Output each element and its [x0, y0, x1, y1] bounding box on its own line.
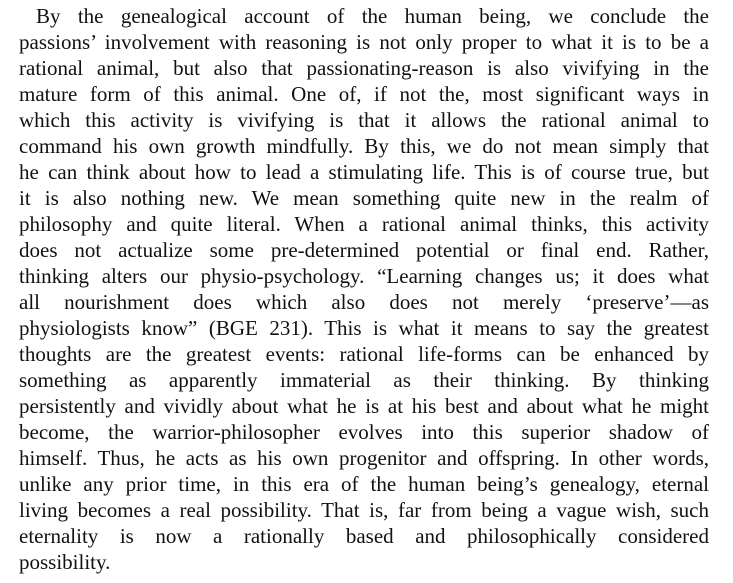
text-line: become, the warrior-philosopher evolves into this superior shadow of [19, 420, 709, 444]
body-paragraph [19, 3, 709, 575]
text-line: command his own growth mindfully. By this, we do not mean simply that [19, 134, 709, 158]
text-line: rational animal, but also that passionating-reason is also vivifying in the [19, 56, 709, 80]
text-line: thoughts are the greatest events: rational life-forms can be enhanced by [19, 342, 709, 366]
text-line: By the genealogical account of the human being, we conclude the [36, 4, 709, 28]
text-line: thinking alters our physio-psychology. “Learning changes us; it does what [19, 264, 709, 288]
text-line: mature form of this animal. One of, if not the, most significant ways in [19, 82, 709, 106]
text-line: himself. Thus, he acts as his own progenitor and offspring. In other words, [19, 446, 709, 470]
text-line: all nourishment does which also does not merely ‘preserve’—as [19, 290, 709, 314]
text-line: it is also nothing new. We mean something quite new in the realm of [19, 186, 709, 210]
text-line: living becomes a real possibility. That is, far from being a vague wish, such [19, 498, 709, 522]
text-line: eternality is now a rationally based and philosophically considered [19, 524, 709, 548]
text-line: something as apparently immaterial as their thinking. By thinking [19, 368, 709, 392]
text-line: passions’ involvement with reasoning is not only proper to what it is to be a [19, 30, 709, 54]
text-line: he can think about how to lead a stimulating life. This is of course true, but [19, 160, 709, 184]
text-line: physiologists know” (BGE 231). This is what it means to say the greatest [19, 316, 709, 340]
text-line: philosophy and quite literal. When a rational animal thinks, this activity [19, 212, 709, 236]
text-line: does not actualize some pre-determined potential or final end. Rather, [19, 238, 709, 262]
text-line: unlike any prior time, in this era of the human being’s genealogy, eternal [19, 472, 709, 496]
text-line: which this activity is vivifying is that it allows the rational animal to [19, 108, 709, 132]
text-line: possibility. [19, 550, 111, 574]
text-line: persistently and vividly about what he is at his best and about what he might [19, 394, 709, 418]
